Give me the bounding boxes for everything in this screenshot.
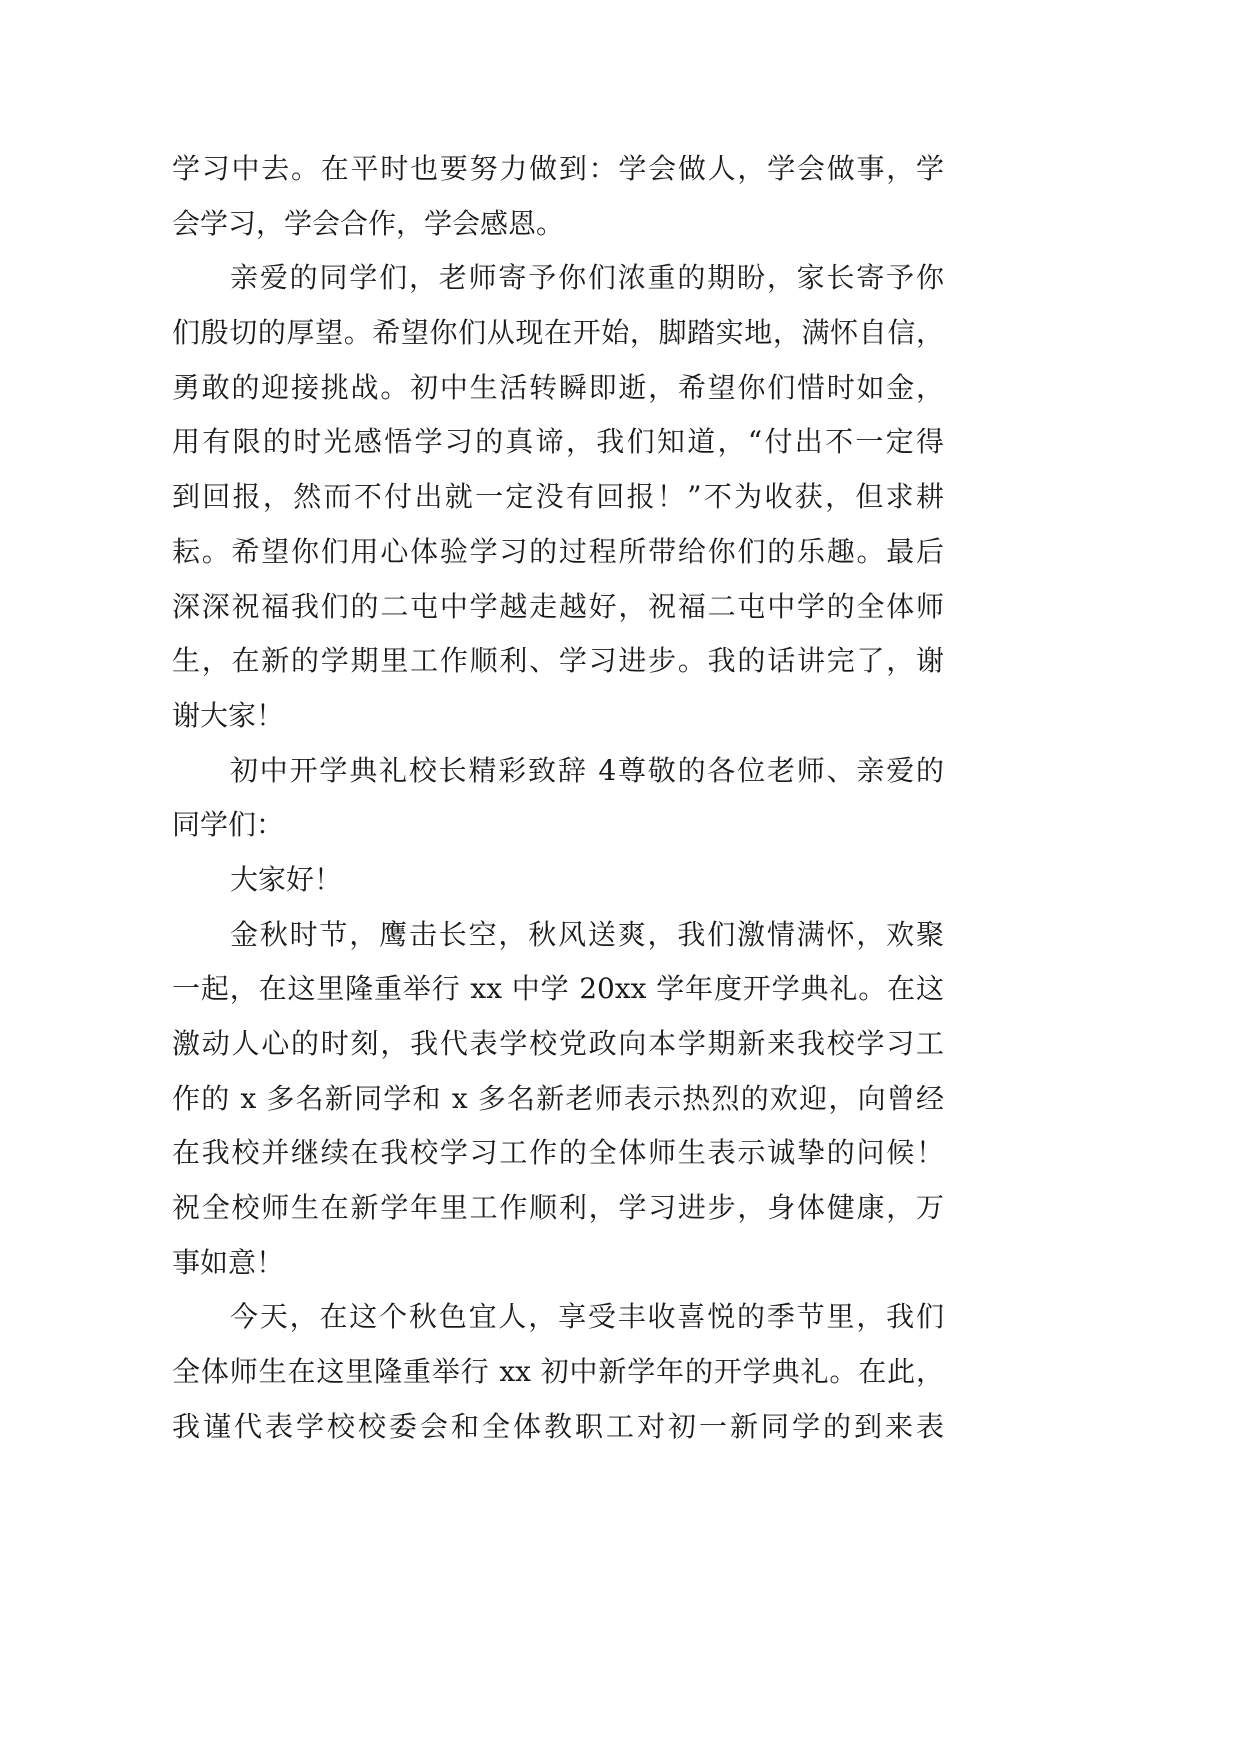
greeting-line: 大家好！: [230, 862, 343, 896]
text-line: 激动人心的时刻，我代表学校党政向本学期新来我校学习工: [172, 1027, 944, 1060]
text-line: 们殷切的厚望。希望你们从现在开始，脚踏实地，满怀自信，: [172, 316, 944, 350]
text-line: 作的 x 多名新同学和 x 多名新老师表示热烈的欢迎，向曾经: [172, 1081, 944, 1115]
text-line: 全体师生在这里隆重举行 xx 初中新学年的开学典礼。在此，: [172, 1355, 944, 1389]
text-line: 谢大家！: [172, 698, 285, 732]
section-heading-line: 初中开学典礼校长精彩致辞 4尊敬的各位老师、亲爱的: [230, 753, 944, 787]
text-line: 到回报，然而不付出就一定没有回报！”不为收获，但求耕: [172, 480, 944, 514]
text-line: 勇敢的迎接挑战。初中生活转瞬即逝，希望你们惜时如金，: [172, 370, 944, 404]
paragraph-first-line: 金秋时节，鹰击长空，秋风送爽，我们激情满怀，欢聚: [230, 917, 944, 951]
text-line: 一起，在这里隆重举行 xx 中学 20xx 学年度开学典礼。在这: [172, 972, 944, 1006]
paragraph-first-line: 亲爱的同学们，老师寄予你们浓重的期盼，家长寄予你: [230, 261, 944, 295]
text-line: 祝全校师生在新学年里工作顺利，学习进步，身体健康，万: [172, 1191, 944, 1225]
text-line: 深深祝福我们的二屯中学越走越好，祝福二屯中学的全体师: [172, 589, 944, 623]
text-line: 事如意！: [172, 1245, 285, 1279]
text-line: 生，在新的学期里工作顺利、学习进步。我的话讲完了，谢: [172, 644, 944, 678]
text-line: 在我校并继续在我校学习工作的全体师生表示诚挚的问候！: [172, 1136, 944, 1170]
text-line: 耘。希望你们用心体验学习的过程所带给你们的乐趣。最后: [172, 534, 944, 568]
text-line: 学习中去。在平时也要努力做到：学会做人，学会做事，学: [172, 152, 944, 185]
text-line: 我谨代表学校校委会和全体教职工对初一新同学的到来表: [172, 1409, 944, 1443]
text-line: 用有限的时光感悟学习的真谛，我们知道，“付出不一定得: [172, 425, 944, 459]
text-line: 同学们：: [172, 808, 285, 842]
document-body: [172, 142, 944, 1455]
paragraph-first-line: 今天，在这个秋色宜人，享受丰收喜悦的季节里，我们: [230, 1300, 944, 1334]
text-line: 会学习，学会合作，学会感恩。: [172, 206, 565, 240]
